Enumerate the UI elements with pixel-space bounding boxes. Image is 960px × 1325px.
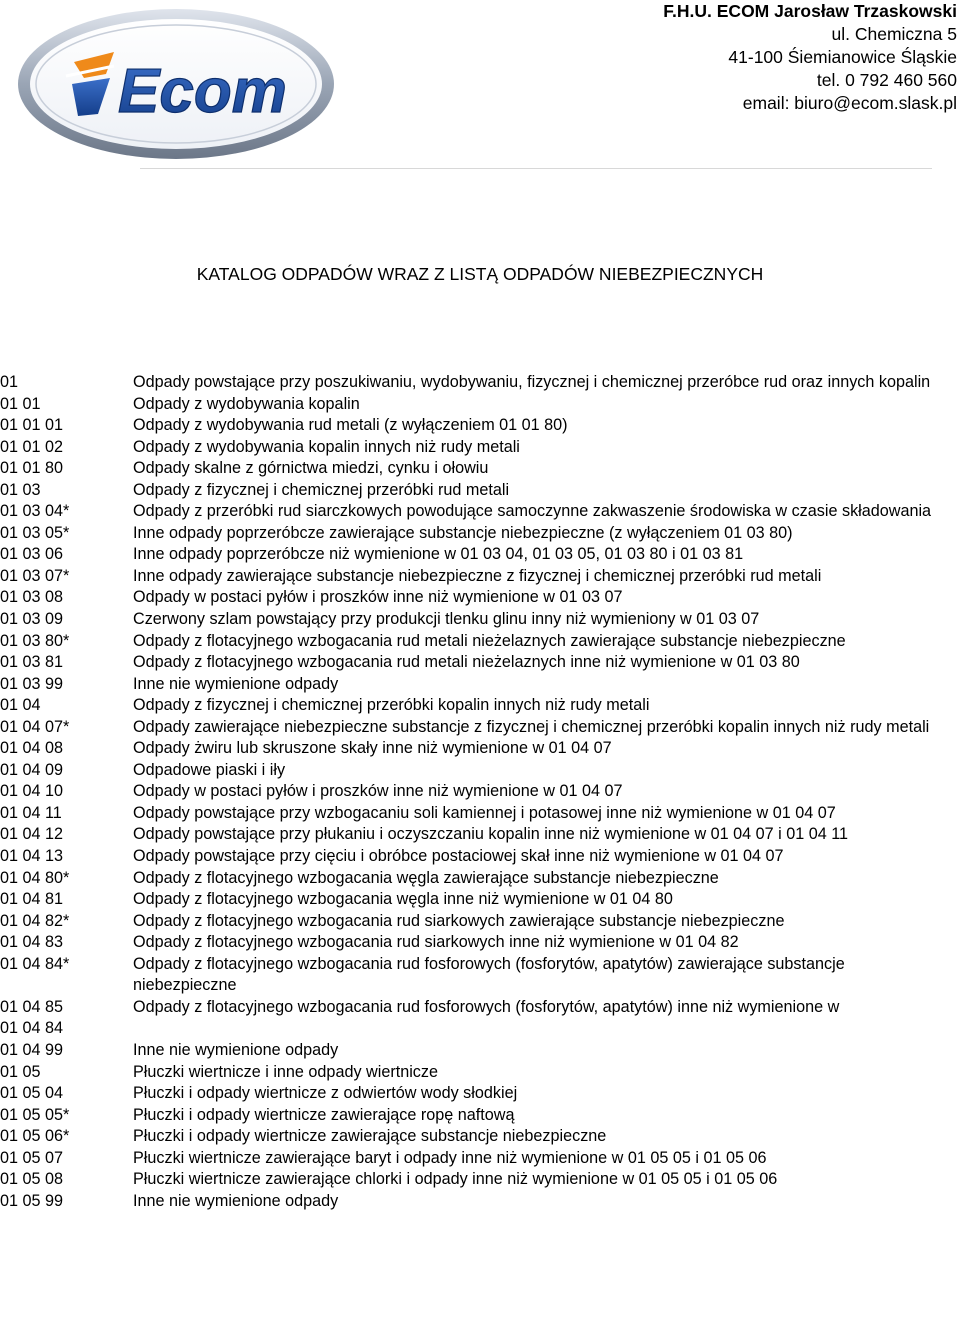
catalog-row-continuation (0, 1018, 960, 1040)
waste-code: 01 04 81 (0, 890, 64, 909)
waste-description: Odpady z fizycznej i chemicznej przeróbki kopalin innych niż rudy metali (133, 696, 650, 715)
waste-description: Odpady powstające przy poszukiwaniu, wydobywaniu, fizycznej i chemicznej przeróbce rud oraz innych kopalin (133, 373, 931, 391)
waste-description: Inne odpady zawierające substancje niebezpieczne z fizycznej i chemicznej przeróbki rud metali (133, 566, 822, 585)
catalog-row (0, 738, 960, 760)
catalog-row (0, 889, 960, 911)
waste-description: Odpady z flotacyjnego wzbogacania rud fosforowych (fosforytów, apatytów) zawierające substancje niebezpieczne (133, 954, 845, 995)
waste-description: Inne odpady poprzeróbcze zawierające substancje niebezpieczne (z wyłączeniem 01 03 80) (133, 523, 793, 542)
catalog-row (0, 911, 960, 933)
waste-catalog (0, 372, 960, 1212)
waste-description: Odpady z wydobywania rud metali (z wyłączeniem 01 01 80) (133, 416, 568, 435)
waste-description: Płuczki wiertnicze i inne odpady wiertnicze (133, 1062, 439, 1081)
waste-description: Odpady z wydobywania kopalin (133, 394, 360, 413)
waste-description: Odpady powstające przy płukaniu i oczyszczaniu kopalin inne niż wymienione w 01 04 07 i 01 04 11 (133, 825, 849, 844)
waste-code: 01 01 (0, 394, 41, 413)
waste-code: 01 04 85 (0, 997, 64, 1016)
waste-code-continuation: 01 04 84 (0, 1019, 64, 1038)
catalog-row (0, 868, 960, 890)
waste-code: 01 03 08 (0, 588, 64, 607)
company-street: ul. Chemiczna 5 (831, 24, 957, 44)
company-phone: tel. 0 792 460 560 (816, 70, 957, 90)
waste-description: Odpady z flotacyjnego wzbogacania rud fosforowych (fosforytów, apatytów) inne niż wymienione w (133, 997, 840, 1016)
waste-description: Płuczki i odpady wiertnicze zawierające substancje niebezpieczne (133, 1127, 607, 1146)
catalog-row (0, 415, 960, 437)
catalog-row (0, 717, 960, 739)
waste-code: 01 04 83 (0, 933, 64, 952)
waste-description: Odpady z flotacyjnego wzbogacania rud siarkowych inne niż wymienione w 01 04 82 (133, 933, 739, 952)
waste-description: Płuczki wiertnicze zawierające baryt i odpady inne niż wymienione w 01 05 05 i 01 05 06 (133, 1148, 767, 1167)
waste-code: 01 03 (0, 480, 41, 499)
catalog-row (0, 1148, 960, 1170)
waste-code: 01 05 99 (0, 1191, 64, 1210)
waste-code: 01 04 (0, 696, 41, 715)
company-logo (14, 4, 340, 164)
ecom-logo-graphic (14, 4, 340, 164)
waste-code: 01 03 04* (0, 502, 70, 521)
waste-code: 01 04 82* (0, 911, 70, 930)
waste-code: 01 04 99 (0, 1040, 64, 1059)
catalog-row (0, 997, 960, 1019)
waste-code: 01 04 12 (0, 825, 64, 844)
waste-code: 01 04 84* (0, 954, 70, 973)
waste-code: 01 01 80 (0, 459, 64, 478)
waste-code: 01 03 99 (0, 674, 64, 693)
waste-description: Płuczki i odpady wiertnicze z odwiertów wody słodkiej (133, 1084, 518, 1103)
waste-description: Odpady z flotacyjnego wzbogacania rud metali nieżelaznych zawierające substancje niebezpieczne (133, 631, 846, 650)
catalog-row (0, 954, 960, 997)
catalog-row (0, 1126, 960, 1148)
catalog-row (0, 587, 960, 609)
catalog-row (0, 674, 960, 696)
waste-code: 01 04 08 (0, 739, 64, 758)
logo-wordmark: Ecom (118, 57, 287, 126)
waste-code: 01 03 81 (0, 653, 64, 672)
waste-description: Odpady powstające przy cięciu i obróbce postaciowej skał inne niż wymienione w 01 04 07 (133, 847, 784, 866)
company-city: 41-100 Śiemianowice Śląskie (728, 47, 957, 67)
waste-description: Odpady z flotacyjnego wzbogacania węgla inne niż wymienione w 01 04 80 (133, 890, 673, 909)
catalog-row (0, 760, 960, 782)
waste-code: 01 04 07* (0, 717, 70, 736)
waste-code: 01 01 01 (0, 416, 64, 435)
waste-code: 01 03 05* (0, 523, 70, 542)
catalog-row (0, 501, 960, 523)
catalog-row (0, 609, 960, 631)
waste-description: Odpady w postaci pyłów i proszków inne niż wymienione w 01 04 07 (133, 782, 623, 801)
catalog-row (0, 824, 960, 846)
catalog-row (0, 1040, 960, 1062)
waste-description: Odpady powstające przy wzbogacaniu soli kamiennej i potasowej inne niż wymienione w 01 04 07 (133, 803, 836, 822)
waste-description: Odpady z flotacyjnego wzbogacania węgla zawierające substancje niebezpieczne (133, 868, 719, 887)
waste-description: Odpady żwiru lub skruszone skały inne niż wymienione w 01 04 07 (133, 739, 612, 758)
waste-description: Czerwony szlam powstający przy produkcji tlenku glinu inny niż wymieniony w 01 03 07 (133, 610, 760, 629)
waste-description: Inne nie wymienione odpady (133, 674, 339, 693)
waste-code: 01 03 80* (0, 631, 70, 650)
waste-description: Płuczki wiertnicze zawierające chlorki i odpady inne niż wymienione w 01 05 05 i 01 05 06 (133, 1170, 778, 1189)
waste-description: Płuczki i odpady wiertnicze zawierające ropę naftową (133, 1105, 515, 1124)
waste-code: 01 (0, 373, 19, 391)
waste-description: Odpady z przeróbki rud siarczkowych powodujące samoczynne zakwaszenie środowiska w czasie składowania (133, 502, 932, 521)
catalog-row (0, 480, 960, 502)
waste-code: 01 04 11 (0, 803, 62, 822)
catalog-row (0, 372, 960, 394)
waste-code: 01 04 13 (0, 847, 64, 866)
waste-code: 01 03 09 (0, 610, 64, 629)
waste-description: Inne odpady poprzeróbcze niż wymienione w 01 03 04, 01 03 05, 01 03 80 i 01 03 81 (133, 545, 744, 564)
catalog-row (0, 932, 960, 954)
waste-code: 01 03 06 (0, 545, 64, 564)
catalog-row (0, 394, 960, 416)
catalog-row (0, 437, 960, 459)
waste-description: Odpady z fizycznej i chemicznej przeróbki rud metali (133, 480, 510, 499)
catalog-row (0, 695, 960, 717)
catalog-row (0, 803, 960, 825)
catalog-row (0, 544, 960, 566)
catalog-row (0, 1191, 960, 1213)
catalog-row (0, 458, 960, 480)
catalog-row (0, 566, 960, 588)
waste-description: Odpady zawierające niebezpieczne substancje z fizycznej i chemicznej przeróbki kopalin innych niż rudy metali (133, 717, 930, 736)
waste-description: Inne nie wymienione odpady (133, 1040, 339, 1059)
waste-code: 01 04 09 (0, 760, 64, 779)
waste-description: Odpadowe piaski i iły (133, 760, 286, 779)
waste-description: Odpady z flotacyjnego wzbogacania rud siarkowych zawierające substancje niebezpieczne (133, 911, 785, 930)
company-email: email: biuro@ecom.slask.pl (742, 93, 957, 113)
waste-code: 01 05 (0, 1062, 41, 1081)
waste-description: Odpady skalne z górnictwa miedzi, cynku i ołowiu (133, 459, 489, 478)
waste-code: 01 05 04 (0, 1084, 64, 1103)
catalog-row (0, 846, 960, 868)
waste-description: Odpady w postaci pyłów i proszków inne niż wymienione w 01 03 07 (133, 588, 623, 607)
catalog-row (0, 631, 960, 653)
catalog-row (0, 1105, 960, 1127)
waste-code: 01 04 80* (0, 868, 70, 887)
catalog-row (0, 652, 960, 674)
waste-description: Odpady z flotacyjnego wzbogacania rud metali nieżelaznych inne niż wymienione w 01 03 80 (133, 653, 800, 672)
waste-code: 01 05 08 (0, 1170, 64, 1189)
document-title: KATALOG ODPADÓW WRAZ Z LISTĄ ODPADÓW NIEBEZPIECZNYCH (196, 264, 764, 284)
header-divider (140, 168, 932, 169)
company-name: F.H.U. ECOM Jarosław Trzaskowski (663, 1, 957, 21)
waste-code: 01 04 10 (0, 782, 64, 801)
waste-description: Odpady z wydobywania kopalin innych niż rudy metali (133, 437, 520, 456)
catalog-row (0, 1169, 960, 1191)
waste-code: 01 05 07 (0, 1148, 64, 1167)
company-info (663, 0, 957, 115)
catalog-row (0, 781, 960, 803)
waste-code: 01 01 02 (0, 437, 64, 456)
waste-description: Inne nie wymienione odpady (133, 1191, 339, 1210)
waste-code: 01 05 06* (0, 1127, 70, 1146)
catalog-row (0, 1062, 960, 1084)
waste-code: 01 05 05* (0, 1105, 70, 1124)
catalog-row (0, 523, 960, 545)
waste-code: 01 03 07* (0, 566, 70, 585)
catalog-row (0, 1083, 960, 1105)
